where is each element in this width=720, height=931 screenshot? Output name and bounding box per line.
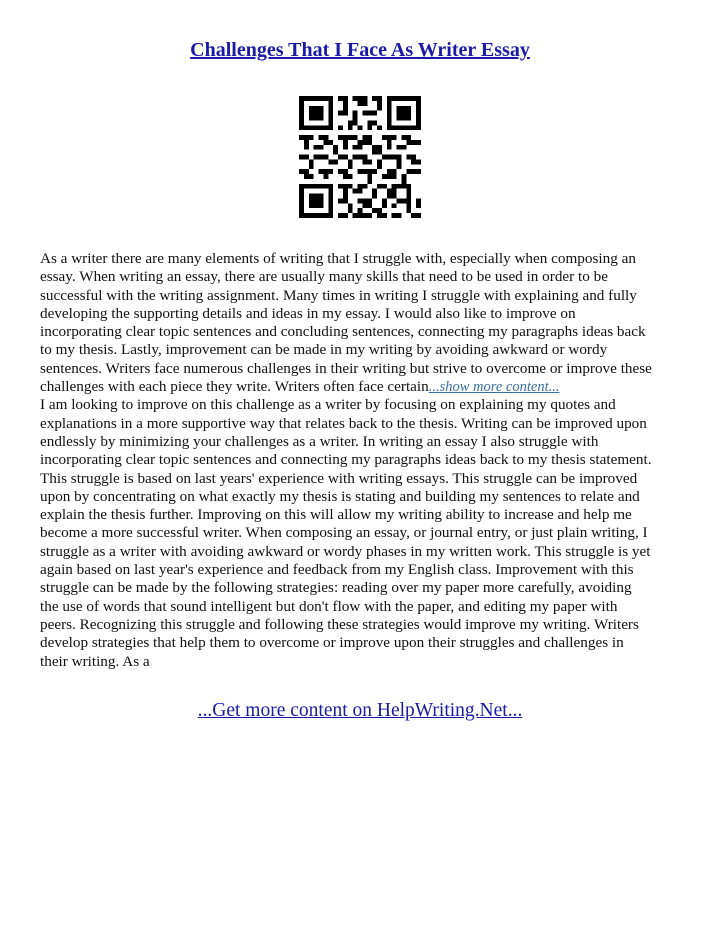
get-more-content-link[interactable]: ...Get more content on HelpWriting.Net...	[197, 700, 523, 721]
qr-code-icon	[299, 96, 421, 218]
show-more-link[interactable]: ...show more content...	[428, 379, 560, 396]
essay-body	[40, 250, 682, 671]
page-title[interactable]: Challenges That I Face As Writer Essay	[190, 39, 530, 61]
essay-paragraph-2: I am looking to improve on this challenge as a writer by focusing on explaining my quotes and explanations in a more supportive way that relates back to the thesis. Writing can be improved upon endlessly by minimizing your challenges as a writer. In writing an essay I also struggle with incorporating clear topic sentences and connecting my paragraphs ideas back to my thesis statement. This struggle is based on last years' experience with writing essays. This struggle can be improved upon by concentrating on what exactly my thesis is stating and building my sentences to relate and explain the thesis further. Improving on this will allow my writing ability to increase and help me become a more successful writer. When composing an essay, or journal entry, or just plain writing, I struggle as a writer with avoiding awkward or wordy phases in my written work. This struggle is yet again based on last year's experience and feedback from my English class. Improvement with this struggle can be made by the following strategies: reading over my paper more carefully, avoiding the use of words that sound intelligent but don't flow with the paper, and editing my paper with peers. Recognizing this struggle and following these strategies would improve my writing. Writers develop strategies that help them to overcome or improve upon their struggles and challenges in their writing. As a	[40, 396, 652, 670]
essay-paragraph-1: As a writer there are many elements of writing that I struggle with, especially when composing an essay. When writing an essay, there are usually many skills that need to be used in order to be successful with the writing assignment. Many times in writing I struggle with explaining and fully developing the supporting details and ideas in my essay. I would also like to improve on incorporating clear topic sentences and concluding sentences, connecting my paragraphs ideas back to my thesis. Lastly, improvement can be made in my writing by avoiding awkward or wordy sentences. Writers face numerous challenges in their writing but strive to overcome or improve these challenges with each piece they write. Writers often face certain	[40, 250, 652, 396]
